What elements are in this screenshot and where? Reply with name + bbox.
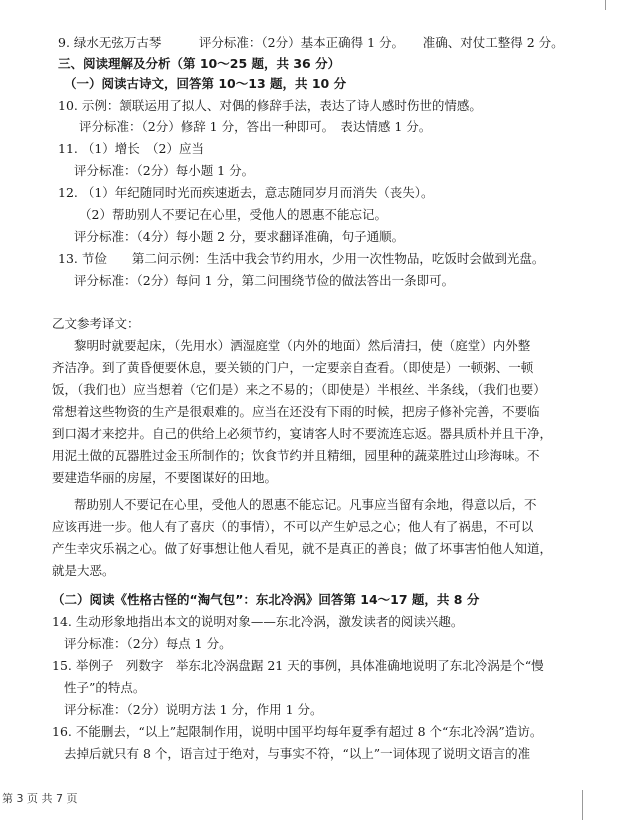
answer-13-line: 13. 节俭 第二问示例：生活中我会节约用水，少用一次性物品，吃饭时会做到光盘。 <box>58 251 545 266</box>
scoring-15-line: 评分标准：（2分）说明方法 1 分，作用 1 分。 <box>64 702 323 717</box>
translation-p1-line-1: 黎明时就要起床，（先用水）洒湿庭堂（内外的地面）然后清扫，使（庭堂）内外整 <box>74 338 531 353</box>
scoring-14-line: 评分标准：（2分）每点 1 分。 <box>64 636 232 651</box>
corner-mark <box>605 0 621 10</box>
page-number-footer: 第 3 页 共 7 页 <box>2 792 78 805</box>
answer-15-line-2: 性子”的特点。 <box>64 680 146 695</box>
answer-14-line: 14. 生动形象地指出本文的说明对象——东北冷涡，激发读者的阅读兴趣。 <box>52 614 464 629</box>
corner-mark-bottom <box>582 790 598 820</box>
translation-p1-line-5: 到口渴才来挖井。自己的供给上必须节约，宴请客人时不要流连忘返。器具质朴并且干净， <box>52 426 553 441</box>
subsection-2-heading: （二）阅读《性格古怪的“淘气包”：东北冷涡》回答第 14～17 题，共 8 分 <box>52 592 480 607</box>
answer-10-line: 10. 示例：颔联运用了拟人、对偶的修辞手法，表达了诗人感时伤世的情感。 <box>58 98 482 113</box>
scoring-13-line: 评分标准：（2分）每问 1 分，第二问围绕节俭的做法答出一条即可。 <box>74 273 455 288</box>
answer-15-line-1: 15. 举例子 列数字 举东北冷涡盘踞 21 天的事例，具体准确地说明了东北冷涡是个“慢 <box>52 658 544 673</box>
answer-16-line-2: 去掉后就只有 8 个，语言过于绝对，与事实不符，“以上”一词体现了说明文语言的准 <box>64 746 531 761</box>
answer-11-line: 11. （1）增长 （2）应当 <box>58 141 205 156</box>
scoring-11-line: 评分标准：（2分）每小题 1 分。 <box>74 163 255 178</box>
section-3-heading: 三、阅读理解及分析（第 10～25 题，共 36 分） <box>58 56 341 71</box>
translation-p1-line-7: 要建造华丽的房屋，不要图谋好的田地。 <box>52 470 278 485</box>
answer-12-1-line: 12. （1）年纪随同时光而疾速逝去，意志随同岁月而消失（丧失）。 <box>58 185 434 200</box>
translation-p1-line-4: 常想着这些物资的生产是很艰难的。应当在还没有下雨的时候，把房子修补完善，不要临 <box>52 404 540 419</box>
translation-p2-line-1: 帮助别人不要记在心里，受他人的恩惠不能忘记。凡事应当留有余地，得意以后，不 <box>74 497 537 512</box>
translation-p1-line-6: 用泥土做的瓦器胜过金玉所制作的；饮食节约并且精细，园里种的蔬菜胜过山珍海味。不 <box>52 448 540 463</box>
translation-p2-line-3: 产生幸灾乐祸之心。做了好事想让他人看见，就不是真正的善良；做了坏事害怕他人知道， <box>52 541 553 556</box>
translation-p1-line-2: 齐洁净。到了黄昏便要休息，要关锁的门户，一定要亲自查看。（即使是）一顿粥、一顿 <box>52 360 534 375</box>
answer-16-line-1: 16. 不能删去，“以上”起限制作用，说明中国平均每年夏季有超过 8 个“东北冷涡”造访。 <box>52 724 543 739</box>
translation-p2-line-4: 就是大恶。 <box>52 563 115 578</box>
translation-p1-line-3: 饭，（我们也）应当想着（它们是）来之不易的；（即使是）半根丝、半条线，（我们也要） <box>52 382 546 397</box>
translation-p2-line-2: 应该再进一步。他人有了喜庆（的事情），不可以产生妒忌之心；他人有了祸患，不可以 <box>52 519 534 534</box>
translation-heading: 乙文参考译文： <box>52 316 140 331</box>
answer-9-line: 9. 绿水无弦万古琴 评分标准：（2分）基本正确得 1 分。 准确、对仗工整得 2 分。 <box>58 35 564 50</box>
answer-12-2-line: （2）帮助别人不要记在心里，受他人的恩惠不能忘记。 <box>79 207 387 222</box>
scoring-10-line: 评分标准：（2分）修辞 1 分，答出一种即可。 表达情感 1 分。 <box>79 119 432 134</box>
scoring-12-line: 评分标准：（4分）每小题 2 分，要求翻译准确，句子通顺。 <box>74 229 405 244</box>
subsection-1-heading: （一）阅读古诗文，回答第 10～13 题，共 10 分 <box>64 76 347 91</box>
